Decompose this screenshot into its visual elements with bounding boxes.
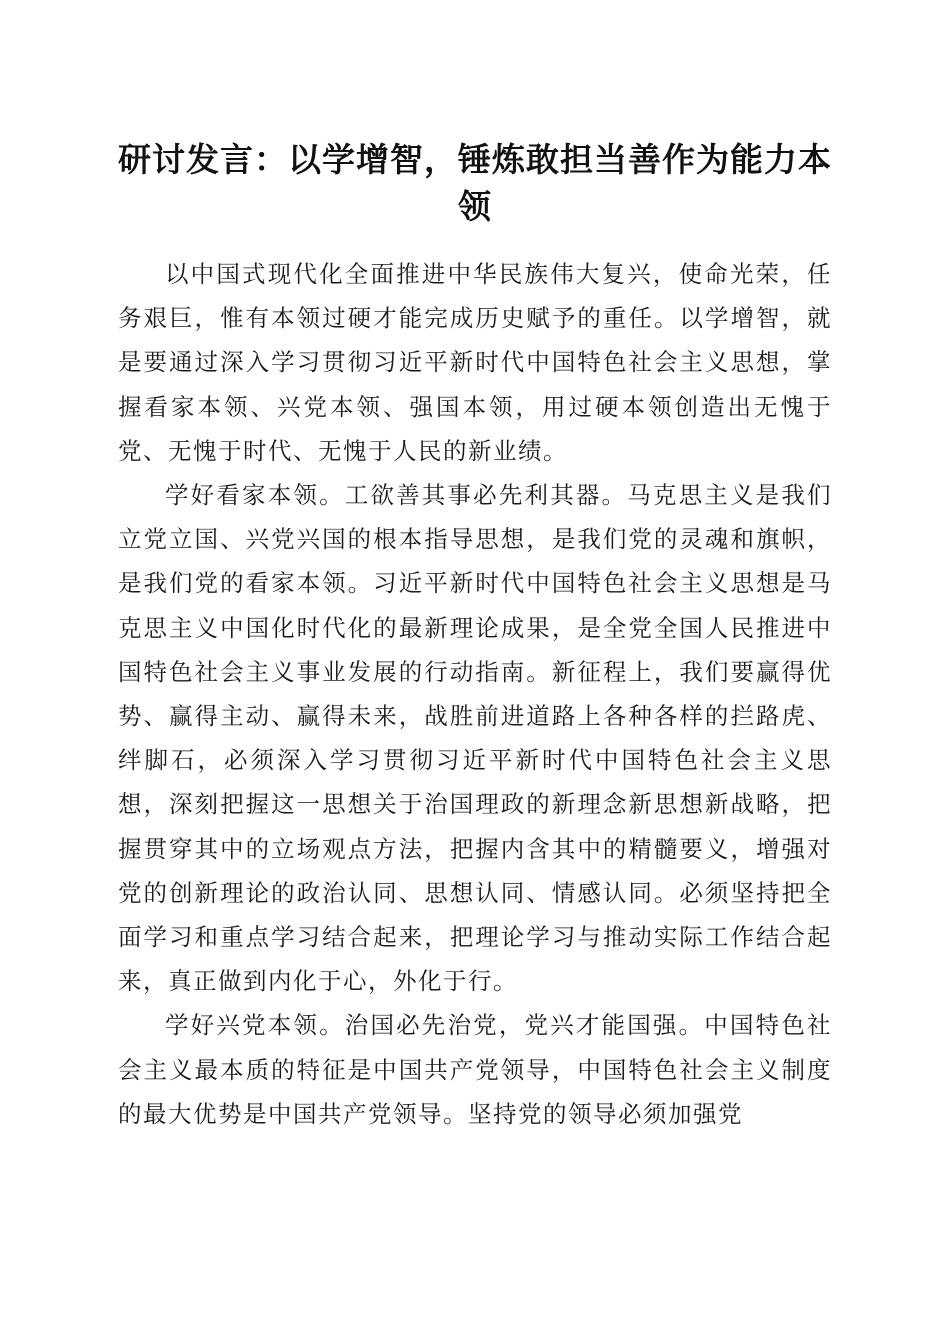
- document-title: 研讨发言：以学增智，锤炼敢担当善作为能力本领: [118, 140, 832, 226]
- body-paragraph: 以中国式现代化全面推进中华民族伟大复兴，使命光荣，任务艰巨，惟有本领过硬才能完成历史赋予的重任。以学增智，就是要通过深入学习贯彻习近平新时代中国特色社会主义思想，掌握看家本领、兴党本领、强国本领，用过硬本领创造出无愧于党、无愧于时代、无愧于人民的新业绩。: [118, 260, 832, 465]
- body-paragraph: 学好看家本领。工欲善其事必先利其器。马克思主义是我们立党立国、兴党兴国的根本指导思想，是我们党的灵魂和旗帜，是我们党的看家本领。习近平新时代中国特色社会主义思想是马克思主义中国化时代化的最新理论成果，是全党全国人民推进中国特色社会主义事业发展的行动指南。新征程上，我们要赢得优势、赢得主动、赢得未来，战胜前进道路上各种各样的拦路虎、绊脚石，必须深入学习贯彻习近平新时代中国特色社会主义思想，深刻把握这一思想关于治国理政的新理念新思想新战略，把握贯穿其中的立场观点方法，把握内含其中的精髓要义，增强对党的创新理论的政治认同、思想认同、情感认同。必须坚持把全面学习和重点学习结合起来，把理论学习与推动实际工作结合起来，真正做到内化于心，外化于行。: [118, 481, 832, 996]
- body-paragraph: 学好兴党本领。治国必先治党，党兴才能国强。中国特色社会主义最本质的特征是中国共产党领导，中国特色社会主义制度的最大优势是中国共产党领导。坚持党的领导必须加强党: [118, 1011, 832, 1128]
- document-body: [118, 252, 832, 1136]
